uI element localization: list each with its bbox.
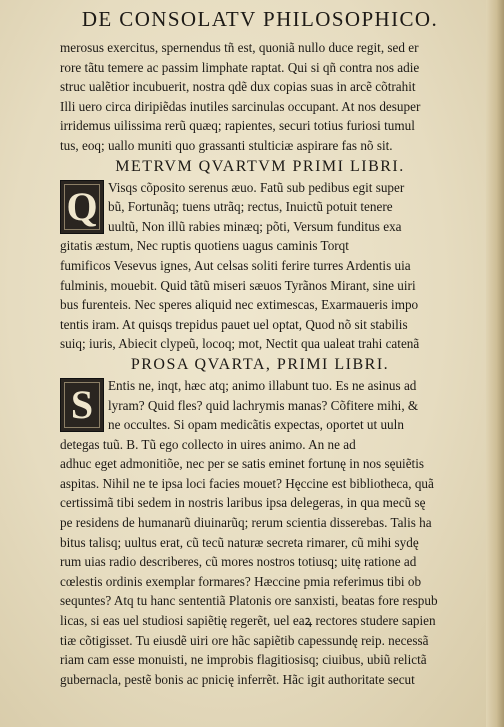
metrum-heading: METRVM QVARTVM PRIMI LIBRI. xyxy=(115,157,405,175)
decorated-initial xyxy=(60,378,104,432)
prose-line: ne occultes. Si opam medicãtis expectas, oportet ut uuln xyxy=(108,417,404,433)
page-text xyxy=(60,6,460,689)
verse-line: Visqs cõposito serenus æuo. Fatũ sub pedibus egit super xyxy=(108,179,405,195)
prose-line: tiæ cõtigisset. Tu eiusdẽ uiri ore hãc sapiẽtib capessundę reip. necessã xyxy=(60,632,429,648)
prose-line: pe residens de humanarũ diuinarũq; rerum scientia disserebas. Talis ha xyxy=(60,515,432,531)
verse-line: gitatis æstum, Nec ruptis quotiens uagus caminis Torqt xyxy=(60,238,349,254)
prose-line: detegas tuũ. B. Tũ ego collecto in uires animo. An ne ad xyxy=(60,436,356,452)
prosa-heading: PROSA QVARTA, PRIMI LIBRI. xyxy=(130,355,390,373)
metrum-block xyxy=(60,178,460,354)
verse-line: fulminis, mouebit. Quid tãtũ miseri sæuos Tyrãnos Mirant, sine uiri xyxy=(60,277,416,293)
prosa-block xyxy=(60,376,460,690)
prose-line: adhuc eget admonitiõe, nec per se satis eminet fortunę in nos sęuiẽtis xyxy=(60,456,425,472)
prose-line: licas, si eas uel studiosi sapiẽtię regerẽt, uel eaꝝ rectores studere sapien xyxy=(60,613,436,629)
prose-line: certissimã tibi sedem in nostris laribus ipsa delegeras, in qua mecũ sę xyxy=(60,495,426,511)
verse-line: tentis iram. At quisqs trepidus pauet uel optat, Quod nõ sit stabilis xyxy=(60,316,408,332)
prose-line: cœlestis ordinis exemplar formares? Hæccine pmia referimus tibi ob xyxy=(60,573,422,589)
initial-letter: Q xyxy=(66,183,98,229)
prose-line: bitus talisq; uultus erat, cũ tecũ naturæ secreta rimarer, cũ mihi sydę xyxy=(60,534,419,550)
prose-line: lyram? Quid fles? quid lachrymis manas? Cõfitere mihi, & xyxy=(108,397,419,413)
verse-line: suiq; iuris, Abiecit clypeũ, locoq; mot, Nectit qua ualeat trahi catenã xyxy=(60,336,420,352)
verse-line: bũ, Fortunãq; tuens utrãq; rectus, Inuictũ potuit tenere xyxy=(108,199,393,215)
text-line: tus, eoq; uallo muniti quo grassanti stulticiæ aspirare fas nõ sit. xyxy=(60,137,393,153)
initial-letter: S xyxy=(70,381,94,427)
prose-line: gubernacla, pestẽ bonis ac pnicię inferrẽt. Hãc igit authoritate secut xyxy=(60,671,415,687)
text-line: merosus exercitus, spernendus tñ est, quoniã nullo duce regit, sed er xyxy=(60,40,419,55)
text-line: Illi uero circa diripiẽdas inutiles sarcinulas occupant. At nos desuper xyxy=(60,98,421,114)
prose-line: sequntes? Atq tu hanc sententiã Platonis ore sanxisti, beatas fore respub xyxy=(60,593,438,609)
running-head: DE CONSOLATV PHILOSOPHICO. xyxy=(81,7,439,31)
text-line: struc ualẽtior incubuerit, nostra qdẽ dux copias suas in arcẽ cõtrahit xyxy=(60,79,416,95)
prose-line: riam cam esse monuisti, ne improbis flagitiosisq; ciuibus, ubiũ relictã xyxy=(60,652,427,668)
verse-line: uultũ, Non illũ rabies minæq; põti, Versum funditus exa xyxy=(108,218,402,234)
prose-line: aspitas. Nihil ne te ipsa loci facies mouet? Hęccine est bibliotheca, quã xyxy=(60,475,434,491)
text-line: irridemus uilissima rerũ quæq; rapientes, securi totius furiosi tumul xyxy=(60,118,415,134)
text-block-1 xyxy=(60,38,460,156)
verse-line: fumificos Vesevus ignes, Aut celsas soliti ferire turres Ardentis uia xyxy=(60,257,411,273)
page-gutter-shadow xyxy=(486,0,504,727)
verse-line: bus furenteis. Nec speres aliquid nec extimescas, Exarmaueris impo xyxy=(60,297,419,313)
prose-line: rum uias radio describeres, cũ mores nostros totiusq; uitę ratione ad xyxy=(60,554,417,570)
text-line: rore tãtu temere ac passim limphate raptat. Qui si qñ contra nos adie xyxy=(60,59,420,75)
decorated-initial xyxy=(60,180,104,234)
prose-line: Entis ne, inqt, hæc atq; animo illabunt tuo. Es ne asinus ad xyxy=(108,377,417,393)
